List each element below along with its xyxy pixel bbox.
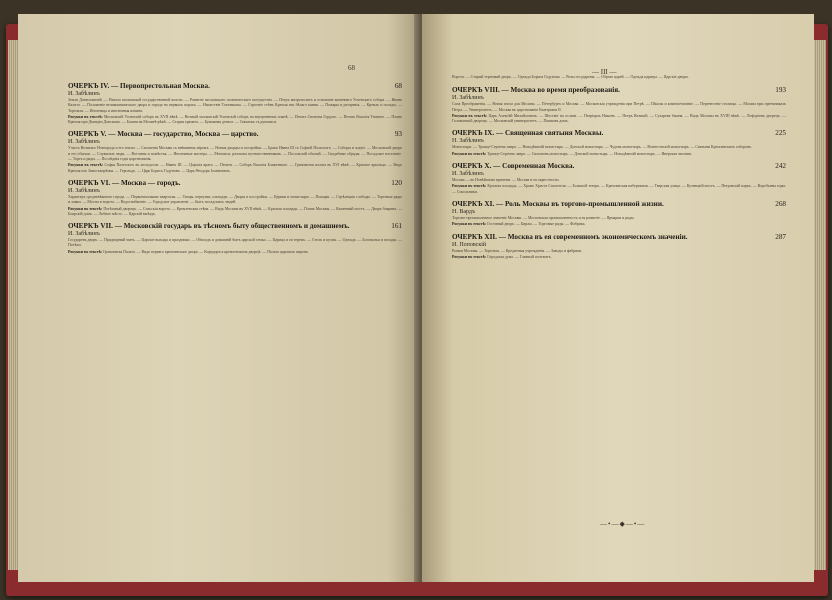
chapter-summary: Монастыри. — Троице-Сергіева лавра. — Новодѣвичій монастырь. — Донской монастырь. — Чудовъ монастырь. — Вознесенскій монастырь. — Святыни Кремлевскихъ соборовъ.: [452, 145, 752, 150]
chapter-author: И. Забѣлинъ: [68, 91, 100, 97]
chapter-5: [68, 130, 402, 173]
chapter-4: [68, 82, 402, 125]
figures-list: Троице-Сергіева лавра. — Симоновъ монастырь. — Донской монастырь. — Новодѣвичій монастырь. — Иверская часовня.: [487, 151, 692, 156]
chapter-10: [452, 162, 786, 195]
chapter-summary: Участь Великаго Новгорода и его земли. — Сношенія Москвы съ внѣшнимъ міромъ. — Новыя дворцы и постройки. — Бракъ Ивана III съ Софьей Палеологъ. — Соборы и зодчіе. — Московскій дворъ и его обычаи. — Служилые люди. — Вотчины и помѣстья. — Иноземные мастера. — Лѣтописи, разсказы путешественниковъ. — Посольскій обычай. — Свадебные обряды. — Посадское населеніе. — Торгъ и ряды. — Послѣднія годы царствованія.: [68, 146, 402, 162]
figures-list: Московскій Успенскій соборъ въ XVII вѣкѣ. — Великій московскій Успенскій соборъ на внутреннемъ планѣ. — Печать Симеона Гордаго. — Печать Василія Темнаго. — Планъ Кремля при Дмитріи Донскомъ. — Башня на Москвѣ-рѣкѣ. — Старая грамата. — Бумажная деньга. — Снимокъ съ рукописи.: [68, 114, 402, 125]
chapter-12: [452, 233, 786, 261]
figures-list: Царь Алексѣй Михайловичъ. — Шествіе на осляти. — Патріархъ Никонъ. — Петръ Великій. — Сухарева башня. — Видъ Москвы въ XVIII вѣкѣ. — Лефортовъ дворецъ. — Головинскій дворецъ. — Московскій университетъ. — Пашковъ домъ.: [452, 113, 787, 124]
chapter-8: [452, 86, 786, 124]
figures-label: Рисунки въ текстѣ:: [68, 114, 103, 119]
chapter-heading: ОЧЕРКЪ IX. — Священная святыня Москвы.: [452, 129, 604, 138]
left-page-number: 68: [348, 64, 355, 72]
chapter-author: И. Забѣлинъ: [68, 139, 100, 146]
chapter-author: И. Забѣлинъ: [68, 187, 100, 194]
chapter-page: 225: [775, 129, 786, 138]
right-page-number: — III —: [592, 68, 617, 76]
figures-label: Рисунки въ текстѣ:: [68, 206, 103, 211]
right-page-edges: [812, 40, 826, 570]
continued-text: Ворота. — Старый терновый дворъ. — Одежда Бориса Годунова. — Ризы государевы. — Образъ царей. — Одежда царицы. — Царскіе дворы.: [452, 75, 689, 79]
chapter-heading: ОЧЕРКЪ VII. — Московскій государь въ тѣсномъ быту общественномъ и домашнемъ.: [68, 222, 350, 231]
chapter-author: Н. Вардъ: [452, 208, 476, 215]
figures-list: Грановитая Палата. — Видъ перваго кремлевскаго двора. — Коридоръ в кремлевскомъ дворцѣ. — Палата царскихъ пировъ.: [103, 249, 309, 254]
figures-label: Рисунки въ текстѣ:: [452, 222, 487, 227]
figures-label: Рисунки въ текстѣ:: [452, 113, 488, 118]
chapter-summary: Рынки Москвы. — Торговля. — Кредитныя учрежденія. — Заводы и фабрики.: [452, 248, 583, 253]
figures-label: Рисунки въ текстѣ:: [68, 163, 104, 168]
chapter-heading: ОЧЕРКЪ V. — Москва — государство, Москва — царство.: [68, 130, 259, 139]
right-page: [422, 14, 814, 582]
chapter-6: [68, 179, 402, 217]
chapter-author: И. Поповскій: [452, 241, 487, 248]
figures-label: Рисунки въ текстѣ:: [452, 184, 487, 189]
chapter-author: И. Забѣлинъ: [68, 231, 100, 238]
chapter-heading: ОЧЕРКЪ IV. — Первопрестольная Москва.: [68, 82, 210, 90]
chapter-page: 242: [775, 162, 786, 171]
left-page: [18, 14, 420, 582]
chapter-author: И. Забѣлинъ: [452, 171, 484, 178]
chapter-summary: Государевъ дворъ. — Придворный чинъ. — Царскіе выходы и праздники. — Обиходъ и домашній бытъ царской семьи. — Царица и ея теремъ. — Столъ и кухня. — Одежда. — Богомолья и походы. — Потѣхи.: [68, 238, 402, 248]
figures-label: Рисунки въ текстѣ:: [68, 249, 103, 254]
chapter-9: [452, 129, 786, 157]
chapter-author: Н. Забѣлинъ: [452, 138, 484, 145]
figures-list: Красная площадь. — Храмъ Христа Спасителя. — Большой театръ. — Кремлевская набережная. — Тверская улица. — Кузнецкій мостъ. — Петровскій паркъ. — Воробьевы горы. — Сокольники.: [452, 184, 786, 194]
chapter-page: 68: [394, 82, 402, 90]
chapter-page: 193: [775, 86, 786, 95]
chapter-page: 120: [391, 178, 402, 187]
chapter-heading: ОЧЕРКЪ XI. — Роль Москвы въ торгово-промышленной жизни.: [452, 199, 664, 208]
figures-list: Городская дума. — Главный почтамтъ.: [487, 254, 552, 259]
figures-label: Рисунки въ текстѣ:: [452, 151, 487, 156]
chapter-summary: Москва — въ Новѣйшемъ времени. — Москва и ея окрестности.: [452, 178, 560, 183]
chapter-11: [452, 200, 786, 228]
figures-list: Потѣшный дворецъ. — Спасскія ворота. — Кремлевская стѣна. — Видъ Москвы въ XVII вѣкѣ. — Красная площадь. — Планъ Москвы. — Каменный мостъ. — Дворъ боярина. — Боярскій домъ. — Лобное мѣсто. — Царскій выѣздъ.: [68, 206, 402, 216]
figures-label: Рисунки въ текстѣ:: [452, 254, 487, 259]
chapter-summary: Земли Даниловичей. — Начало московской государственной власти. — Развитіе московскаго политическаго могущества. — Петръ митрополитъ и основаніе каменнаго Успенскаго собора. — Иванъ Калита. — Положеніе великокняжескаго двора и города на первыхъ порахъ. — Нашествіе Тохтамыша. — Строеніе стѣнъ Кремля изъ бѣлаго камня. — Пожары и разоренія. — Кремль и посады. — Торговля. — Иноземцы и иноземныя вліянія.: [68, 98, 402, 113]
figures-list: Гостиный дворъ. — Биржа. — Торговые ряды. — Фабрика.: [487, 222, 586, 227]
tailpiece-ornament: —•—◆—•—: [600, 520, 646, 528]
chapter-summary: Сила Преображенія. — Новая эпоха для Москвы. — Петербургъ и Москва. — Московскія учрежденія при Петрѣ. — Школы и книгопечатаніе. — Перенесеніе столицы. — Москва при преемникахъ Петра. — Университетъ. — Москва въ царствованіе Екатерины II.: [452, 102, 786, 112]
chapter-page: 93: [394, 130, 402, 139]
chapter-summary: Торгово-промышленное значеніе Москвы. — Московская промышленность и ея развитіе. — Ярмарки и ряды.: [452, 215, 635, 220]
chapter-heading: ОЧЕРКЪ XII. — Москва въ ея современномъ экономическомъ значеніи.: [452, 232, 688, 241]
chapter-heading: ОЧЕРКЪ VI. — Москва — городъ.: [68, 178, 181, 187]
figures-list: Софья Палеологъ въ молодости. — Иванъ III. — Царскія врата. — Печати. — Соборъ Василія Блаженнаго. — Грановитая палата въ XVI вѣкѣ. — Красное крыльцо. — Видъ Кремля изъ Замоскворѣчья. — Герольдъ. — Царь Борисъ Годуновъ. — Царь Ѳеодоръ Іоанновичъ.: [68, 163, 403, 173]
chapter-page: 268: [775, 199, 786, 208]
chapter-7: [68, 222, 402, 255]
chapter-author: И. Забѣлинъ: [452, 95, 484, 102]
chapter-summary: Характеръ средневѣковаго города. — Первоначальные кварталы. — Улицы, переулки, площади. — Дворы и постройки. — Церкви и монастыри. — Пожары. — Стрѣлецкія слободы. — Торговые ряды и лавки. — Мосты и ворота. — Водоснабженіе. — Городское управленіе. — Бытъ посадскихъ людей.: [68, 194, 402, 205]
chapter-page: 161: [391, 222, 402, 231]
chapter-page: 287: [775, 232, 786, 241]
chapter-heading: ОЧЕРКЪ X. — Современная Москва.: [452, 162, 575, 171]
chapter-heading: ОЧЕРКЪ VIII. — Москва во время преобразованія.: [452, 86, 620, 95]
